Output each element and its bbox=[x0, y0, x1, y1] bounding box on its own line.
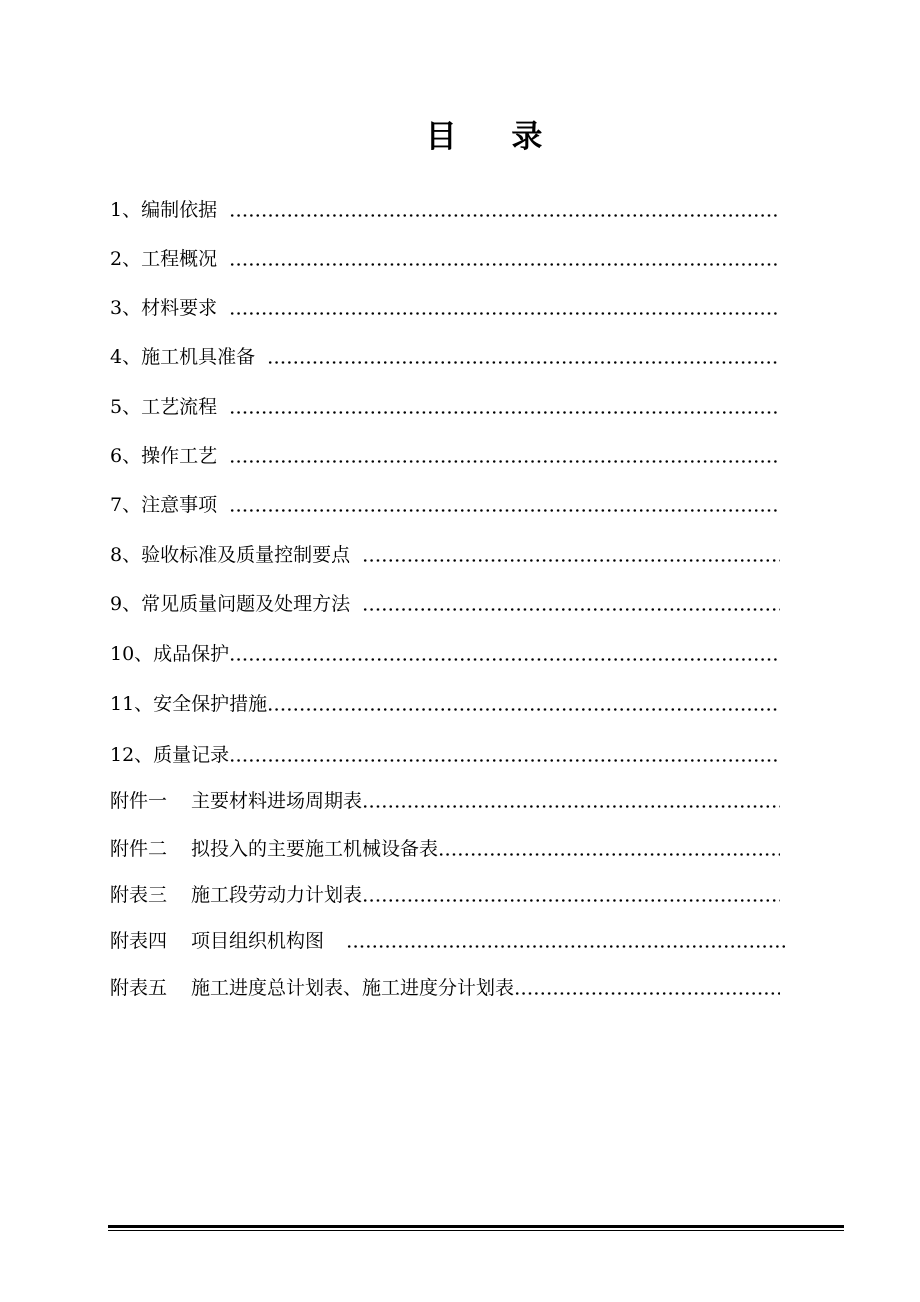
toc-entry-9[interactable] bbox=[110, 589, 780, 619]
toc-entry-4[interactable] bbox=[110, 342, 780, 372]
toc-leader-dots bbox=[229, 312, 780, 315]
toc-entry-10[interactable] bbox=[110, 639, 780, 669]
footer-rule-thin bbox=[108, 1230, 844, 1231]
toc-entry-7[interactable] bbox=[110, 490, 780, 520]
toc-appendix-text: 施工段劳动力计划表 bbox=[191, 884, 363, 906]
toc-leader-dots bbox=[362, 608, 780, 611]
toc-appendix-3[interactable] bbox=[110, 880, 780, 910]
toc-leader-dots bbox=[229, 658, 780, 661]
toc-appendix-prefix: 附件一 bbox=[110, 790, 168, 812]
toc-entry-5[interactable] bbox=[110, 392, 780, 422]
toc-entry-12[interactable] bbox=[110, 740, 780, 770]
toc-leader-dots bbox=[362, 899, 780, 902]
toc-entry-label: 12、质量记录 bbox=[110, 744, 230, 766]
toc-entry-label: 10、成品保护 bbox=[110, 643, 230, 665]
toc-leader-dots bbox=[229, 214, 780, 217]
toc-appendix-2[interactable] bbox=[110, 834, 780, 864]
toc-entry-2[interactable] bbox=[110, 244, 780, 274]
toc-entry-6[interactable] bbox=[110, 441, 780, 471]
toc-appendix-text: 主要材料进场周期表 bbox=[191, 790, 363, 812]
toc-entry-label: 6、操作工艺 bbox=[110, 445, 218, 467]
toc-leader-dots bbox=[229, 509, 780, 512]
toc-leader-dots bbox=[346, 945, 787, 948]
toc-entry-label: 4、施工机具准备 bbox=[110, 346, 256, 368]
toc-entry-label: 9、常见质量问题及处理方法 bbox=[110, 593, 351, 615]
toc-entry-1[interactable] bbox=[110, 195, 780, 225]
toc-appendix-text: 项目组织机构图 bbox=[191, 930, 325, 952]
toc-appendix-prefix: 附表三 bbox=[110, 884, 168, 906]
toc-leader-dots bbox=[229, 460, 780, 463]
toc-appendix-5[interactable] bbox=[110, 973, 780, 1003]
toc-appendix-1[interactable] bbox=[110, 786, 780, 816]
toc-leader-dots bbox=[229, 263, 780, 266]
toc-entry-8[interactable] bbox=[110, 540, 780, 570]
toc-entry-11[interactable] bbox=[110, 689, 780, 719]
toc-leader-dots bbox=[438, 853, 780, 856]
toc-leader-dots bbox=[362, 559, 780, 562]
toc-appendix-text: 施工进度总计划表、施工进度分计划表 bbox=[191, 977, 515, 999]
toc-leader-dots bbox=[267, 708, 780, 711]
toc-appendix-text: 拟投入的主要施工机械设备表 bbox=[191, 838, 439, 860]
toc-leader-dots bbox=[229, 411, 780, 414]
toc-title: 目 录 bbox=[425, 119, 565, 155]
toc-leader-dots bbox=[267, 361, 780, 364]
toc-entry-label: 3、材料要求 bbox=[110, 297, 218, 319]
toc-leader-dots bbox=[229, 759, 780, 762]
footer-rule-thick bbox=[108, 1225, 844, 1228]
toc-entry-label: 5、工艺流程 bbox=[110, 396, 218, 418]
toc-entry-label: 8、验收标准及质量控制要点 bbox=[110, 544, 351, 566]
toc-entry-label: 7、注意事项 bbox=[110, 494, 218, 516]
toc-appendix-prefix: 附表四 bbox=[110, 930, 168, 952]
toc-appendix-4[interactable] bbox=[110, 926, 787, 956]
toc-entry-label: 2、工程概况 bbox=[110, 248, 218, 270]
toc-entry-3[interactable] bbox=[110, 293, 780, 323]
toc-appendix-prefix: 附表五 bbox=[110, 977, 168, 999]
toc-leader-dots bbox=[514, 992, 780, 995]
toc-leader-dots bbox=[362, 805, 780, 808]
toc-appendix-prefix: 附件二 bbox=[110, 838, 168, 860]
toc-entry-label: 1、编制依据 bbox=[110, 199, 218, 221]
toc-entry-label: 11、安全保护措施 bbox=[110, 693, 268, 715]
